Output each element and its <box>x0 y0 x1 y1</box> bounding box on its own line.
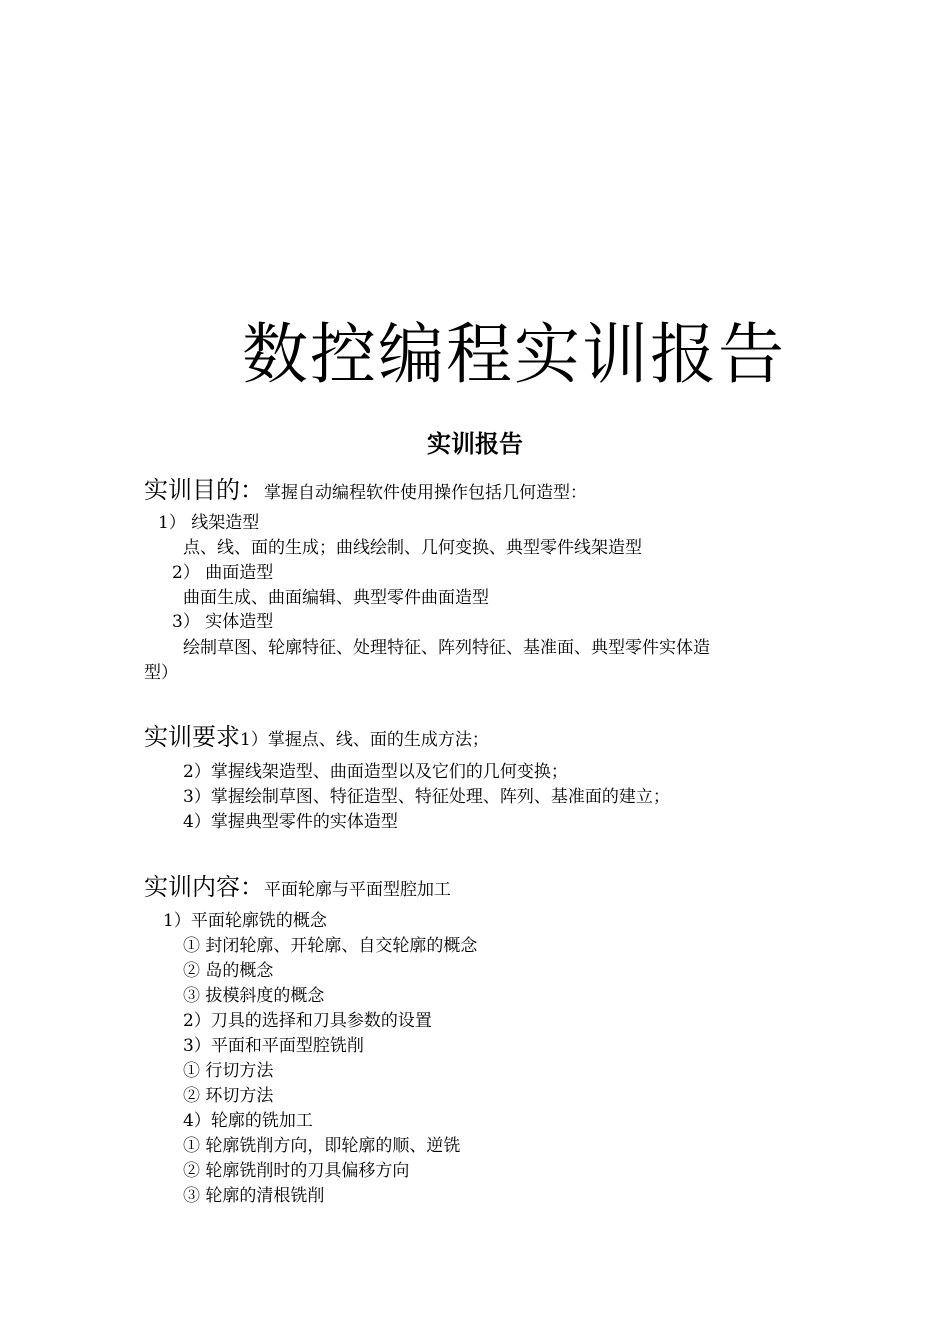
main-title: 数控编程实训报告 <box>242 316 786 393</box>
purpose-intro: 掌握自动编程软件使用操作包括几何造型： <box>264 483 587 503</box>
content-line-10: ① 轮廓铣削方向，即轮廓的顺、逆铣 <box>183 1136 461 1156</box>
content-line-1: 1）平面轮廓铣的概念 <box>163 911 327 931</box>
purpose-item-3: 3） 实体造型 <box>172 612 274 632</box>
content-line-8: ② 环切方法 <box>183 1086 274 1106</box>
purpose-item-3-detail-wrap: 型） <box>144 663 178 683</box>
content-line-4: ③ 拔模斜度的概念 <box>183 986 325 1006</box>
content-line-9: 4）轮廓的铣加工 <box>183 1111 313 1131</box>
requirements-item-3: 3）掌握绘制草图、特征造型、特征处理、阵列、基准面的建立； <box>183 787 670 807</box>
requirements-item-2: 2）掌握线架造型、曲面造型以及它们的几何变换； <box>183 762 568 782</box>
content-heading-row <box>144 875 451 899</box>
purpose-item-2-detail: 曲面生成、曲面编辑、典型零件曲面造型 <box>183 588 489 608</box>
purpose-item-1: 1） 线架造型 <box>158 513 260 533</box>
purpose-item-3-detail: 绘制草图、轮廓特征、处理特征、阵列特征、基准面、典型零件实体造 <box>183 638 710 658</box>
purpose-heading-row <box>144 478 587 502</box>
content-line-12: ③ 轮廓的清根铣削 <box>183 1186 325 1206</box>
purpose-heading: 实训目的： <box>144 476 264 504</box>
content-line-3: ② 岛的概念 <box>183 961 274 981</box>
content-heading: 实训内容： <box>144 873 264 901</box>
content-line-11: ② 轮廓铣削时的刀具偏移方向 <box>183 1161 410 1181</box>
subtitle: 实训报告 <box>427 430 523 458</box>
content-line-2: ① 封闭轮廓、开轮廓、自交轮廓的概念 <box>183 936 478 956</box>
requirements-item-4: 4）掌握典型零件的实体造型 <box>183 812 398 832</box>
requirements-heading-row <box>144 725 489 749</box>
purpose-item-2: 2） 曲面造型 <box>172 563 274 583</box>
content-intro: 平面轮廓与平面型腔加工 <box>264 880 451 900</box>
content-line-6: 3）平面和平面型腔铣削 <box>183 1036 364 1056</box>
requirements-item-1: 1）掌握点、线、面的生成方法； <box>240 730 489 750</box>
purpose-item-1-detail: 点、线、面的生成；曲线绘制、几何变换、典型零件线架造型 <box>183 538 642 558</box>
content-line-7: ① 行切方法 <box>183 1061 274 1081</box>
content-line-5: 2）刀具的选择和刀具参数的设置 <box>183 1011 432 1031</box>
requirements-heading: 实训要求 <box>144 723 240 751</box>
